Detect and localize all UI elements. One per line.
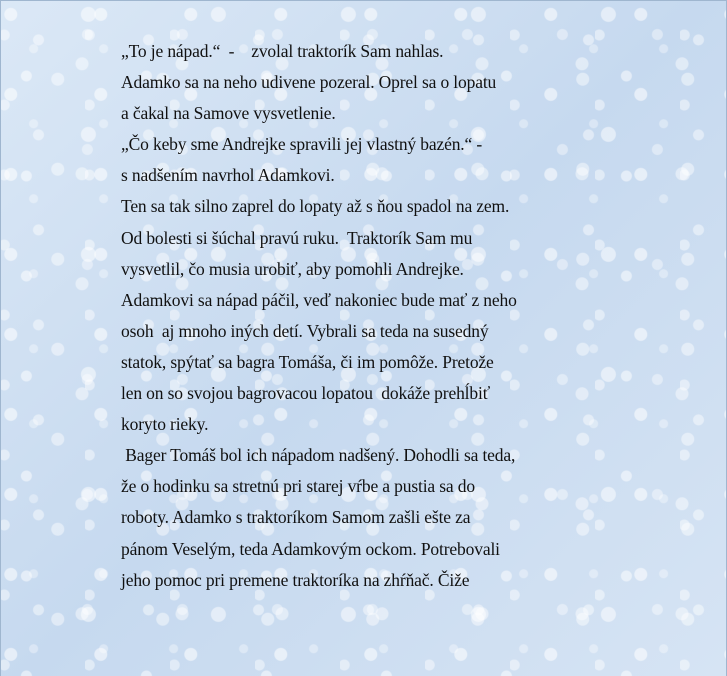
text-line: pánom Veselým, teda Adamkovým ockom. Potrebovali xyxy=(121,538,500,559)
text-line: Adamkovi sa nápad páčil, veď nakoniec bude mať z neho xyxy=(121,289,517,310)
text-line: vysvetlil, čo musia urobiť, aby pomohli Andrejke. xyxy=(121,258,464,279)
text-line: s nadšením navrhol Adamkovi. xyxy=(121,165,335,186)
text-line: osoh aj mnoho iných detí. Vybrali sa teda na susedný xyxy=(121,320,489,341)
text-line: koryto rieky. xyxy=(121,414,209,435)
text-line: statok, spýtať sa bagra Tomáša, či im pomôže. Pretože xyxy=(121,351,494,372)
text-line: Adamko sa na neho udivene pozeral. Oprel sa o lopatu xyxy=(121,72,497,93)
text-line: jeho pomoc pri premene traktoríka na zhŕňač. Čiže xyxy=(121,569,470,590)
text-line: „To je nápad.“ - zvolal traktorík Sam nahlas. xyxy=(121,41,444,61)
text-line: Bager Tomáš bol ich nápadom nadšený. Dohodli sa teda, xyxy=(121,445,516,466)
text-line: roboty. Adamko s traktoríkom Samom zašli ešte za xyxy=(121,507,471,528)
story-text xyxy=(121,36,681,596)
text-line: len on so svojou bagrovacou lopatou dokáže prehĺbiť xyxy=(121,383,491,404)
text-line: Od bolesti si šúchal pravú ruku. Traktorík Sam mu xyxy=(121,227,473,248)
text-line: že o hodinku sa stretnú pri starej vŕbe a pustia sa do xyxy=(121,476,475,497)
text-line: „Čo keby sme Andrejke spravili jej vlastný bazén.“ - xyxy=(121,134,483,155)
text-line: Ten sa tak silno zaprel do lopaty až s ňou spadol na zem. xyxy=(121,196,510,217)
text-line: a čakal na Samove vysvetlenie. xyxy=(121,103,336,124)
